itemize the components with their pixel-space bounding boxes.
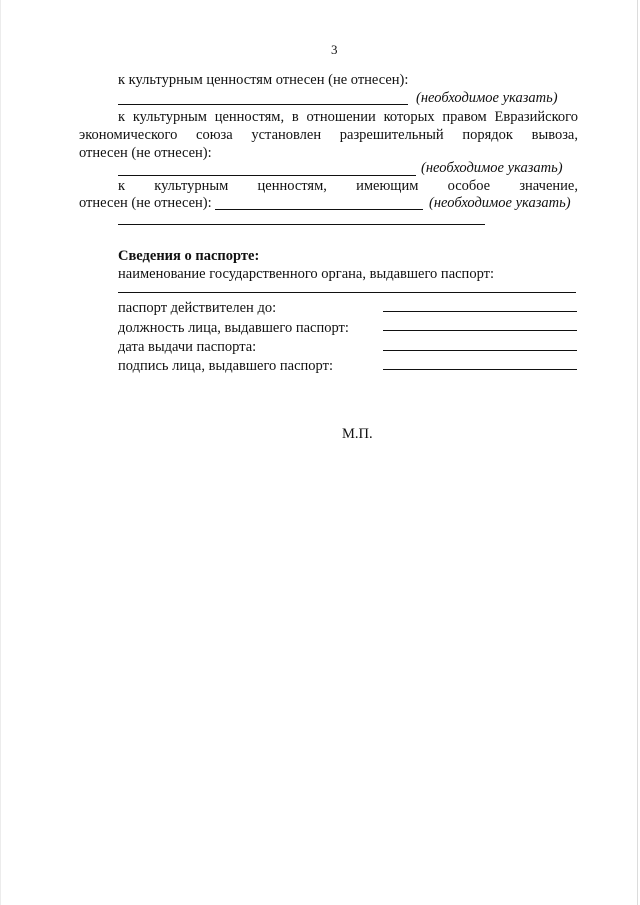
passport-signature-blank: [383, 369, 577, 370]
cultural-hint-1: (необходимое указать): [416, 90, 558, 106]
cultural-hint-2: (необходимое указать): [421, 160, 563, 176]
page-number: 3: [331, 42, 338, 57]
cultural-line6-blank: [215, 209, 423, 210]
cultural-line4: отнесен (не отнесен):: [79, 145, 212, 161]
passport-issuer-position-label: должность лица, выдавшего паспорт:: [118, 320, 349, 336]
cultural-extra-blank: [118, 224, 485, 225]
passport-issuer-label: наименование государственного органа, выдавшего паспорт:: [118, 266, 494, 282]
cultural-line4-blank: [118, 175, 416, 176]
passport-valid-until-label: паспорт действителен до:: [118, 300, 277, 316]
passport-issuer-blank: [118, 292, 576, 293]
passport-issuer-position-blank: [383, 330, 577, 331]
scan-edge-right: [637, 0, 638, 905]
passport-issue-date-blank: [383, 350, 577, 351]
stamp-label: М.П.: [342, 426, 373, 442]
cultural-line5: к культурным ценностям, имеющим особое значение,: [118, 178, 578, 194]
cultural-line1-label: к культурным ценностям отнесен (не отнесен):: [118, 72, 409, 88]
cultural-line2: к культурным ценностям, в отношении которых правом Евразийского: [118, 109, 578, 125]
passport-issue-date-label: дата выдачи паспорта:: [118, 339, 257, 355]
cultural-line3: экономического союза установлен разрешительный порядок вывоза,: [79, 127, 578, 143]
passport-signature-label: подпись лица, выдавшего паспорт:: [118, 358, 333, 374]
cultural-line6-label: отнесен (не отнесен):: [79, 195, 212, 211]
cultural-line1-blank: [118, 104, 408, 105]
scan-edge-left: [0, 0, 1, 905]
passport-heading: Сведения о паспорте:: [118, 248, 260, 264]
passport-valid-until-blank: [383, 311, 577, 312]
cultural-hint-3: (необходимое указать): [429, 195, 571, 211]
